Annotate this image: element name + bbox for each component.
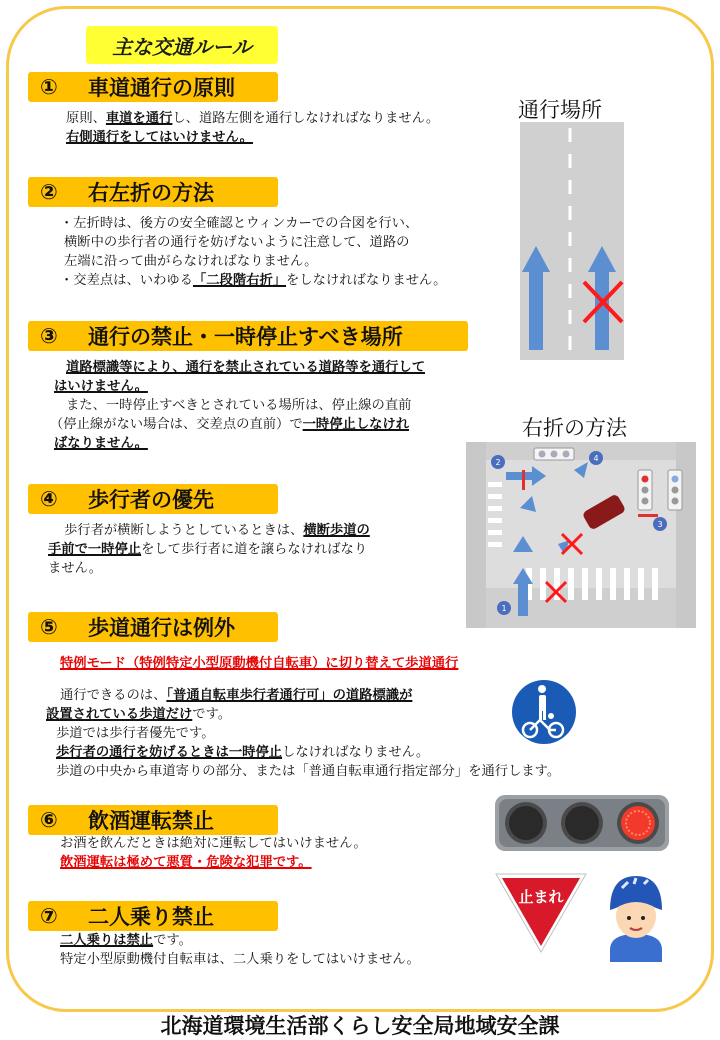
text-run: また、一時停止すべきとされている場所は、停止線の直前 <box>66 398 412 413</box>
text-run: （停止線がない場合は、交差点の直前）で <box>50 417 303 432</box>
stop-sign-text: 止まれ <box>518 888 564 906</box>
text-run: です。 <box>192 707 232 722</box>
section-3-line <box>50 396 425 415</box>
pedestrian-bicycle-sign-icon <box>508 676 580 748</box>
text-run: ません。 <box>48 561 102 576</box>
helmet-rider-icon <box>600 872 672 962</box>
footer-department: 北海道環境生活部くらし安全局地域安全課 <box>160 1014 560 1038</box>
text-run: ばなりません。 <box>54 436 148 451</box>
section-1-line <box>66 109 439 128</box>
section-2-number: ② <box>40 180 58 204</box>
step-number-1: 1 <box>501 604 507 613</box>
step-number-3: 3 <box>657 520 663 529</box>
section-1-number: ① <box>40 75 58 99</box>
road-image-label: 通行場所 <box>518 98 602 122</box>
text-run: ・左折時は、後方の安全確認とウィンカーでの合図を行い、 <box>60 216 419 231</box>
section-4-title: 歩行者の優先 <box>88 488 214 512</box>
section-1-title: 車道通行の原則 <box>88 76 235 100</box>
text-run: 歩行者の通行を妨げるときは一時停止 <box>56 745 283 760</box>
section-6-title: 飲酒運転禁止 <box>88 809 214 833</box>
text-run: 設置されている歩道だけ <box>46 707 193 722</box>
section-3-line <box>50 434 425 453</box>
text-run: 手前で一時停止 <box>48 542 142 557</box>
section-4-number: ④ <box>40 487 58 511</box>
section-1-line <box>66 128 439 147</box>
section-7-heading <box>28 901 278 931</box>
text-run: をして歩行者に道を譲らなければなり <box>141 542 368 557</box>
section-5-line <box>46 743 560 762</box>
text-run: 横断歩道の <box>303 523 370 538</box>
turn-image-label: 右折の方法 <box>522 416 627 440</box>
section-5-line <box>46 705 560 724</box>
section-3-number: ③ <box>40 324 58 348</box>
section-4-line <box>48 540 370 559</box>
stop-sign-icon <box>494 872 588 954</box>
section-2-title: 右左折の方法 <box>88 181 214 205</box>
section-2-line <box>60 271 446 290</box>
section-7-title: 二人乗り禁止 <box>88 905 214 929</box>
text-run: 特例モード（特例特定小型原動機付自転車）に切り替えて歩道通行 <box>60 656 459 671</box>
section-2-line <box>60 233 446 252</box>
text-run: 飲酒運転は極めて悪質・危険な犯罪です。 <box>60 855 312 870</box>
text-run: はいけません。 <box>54 379 148 394</box>
section-4-body <box>48 521 370 578</box>
text-run: 歩行者が横断しようとしているときは、 <box>64 523 304 538</box>
section-5-title: 歩道通行は例外 <box>88 616 235 640</box>
section-4-heading <box>28 484 278 514</box>
section-3-line <box>50 358 425 377</box>
text-run: です。 <box>153 933 192 948</box>
text-run: 歩道の中央から車道寄りの部分、または「普通自転車通行指定部分」を通行します。 <box>56 764 561 779</box>
right-turn-diagram <box>466 442 696 628</box>
text-run: 車道を通行 <box>105 111 173 126</box>
text-run: 左端に沿って曲がらなければなりません。 <box>64 254 318 269</box>
section-5-line <box>46 654 560 673</box>
section-1-body <box>66 109 439 147</box>
text-run: お酒を飲んだときは絶対に運転してはいけません。 <box>60 836 367 851</box>
step-number-2: 2 <box>495 458 501 467</box>
text-run: ・交差点は、いわゆる <box>60 273 193 288</box>
section-3-line <box>50 415 425 434</box>
section-3-line <box>50 377 425 396</box>
section-5-body <box>46 654 560 781</box>
section-1-heading <box>28 72 278 102</box>
section-4-line <box>48 521 370 540</box>
section-6-line <box>60 834 367 853</box>
section-7-line <box>60 931 420 950</box>
text-run: しなければなりません。 <box>282 745 430 760</box>
section-7-body <box>60 931 420 969</box>
section-3-body <box>50 358 425 453</box>
text-run: 一時停止しなけれ <box>302 417 410 432</box>
text-run: 二人乗りは禁止 <box>60 933 154 948</box>
text-run: 「二段階右折」 <box>192 273 287 288</box>
section-5-number: ⑤ <box>40 615 58 639</box>
text-run: 「普通自転車歩行者通行可」の道路標識が <box>166 688 413 703</box>
road-illustration <box>520 122 624 360</box>
section-6-heading <box>28 805 278 835</box>
text-run: 原則、 <box>66 111 106 126</box>
text-run: 右側通行をしてはいけません。 <box>66 130 253 145</box>
text-run: 横断中の歩行者の通行を妨げないように注意して、道路の <box>64 235 410 250</box>
section-2-line <box>60 252 446 271</box>
section-6-number: ⑥ <box>40 808 58 832</box>
text-run: をしなければなりません。 <box>286 273 447 288</box>
text-run: 歩道では歩行者優先です。 <box>56 726 215 741</box>
text-run: 特定小型原動機付自転車は、二人乗りをしてはいけません。 <box>60 952 420 967</box>
text-run: 道路標識等により、通行を禁止されている道路等を通行して <box>66 360 426 375</box>
section-5-line <box>46 724 560 743</box>
step-number-4: 4 <box>593 454 599 463</box>
text-run: し、道路左側を通行しなければなりません。 <box>172 111 440 126</box>
section-5-line <box>46 762 560 781</box>
section-3-title: 通行の禁止・一時停止すべき場所 <box>88 325 403 349</box>
section-2-heading <box>28 177 278 207</box>
section-3-heading <box>28 321 468 351</box>
section-7-number: ⑦ <box>40 904 58 928</box>
section-4-line <box>48 559 370 578</box>
section-2-line <box>60 214 446 233</box>
section-5-heading <box>28 612 278 642</box>
section-6-body <box>60 834 367 872</box>
text-run: 通行できるのは、 <box>60 688 167 703</box>
section-5-line <box>46 686 560 705</box>
section-2-body <box>60 214 446 290</box>
traffic-light-icon <box>494 794 670 852</box>
page-title: 主な交通ルール <box>86 26 278 64</box>
section-6-line <box>60 853 367 872</box>
section-7-line <box>60 950 420 969</box>
